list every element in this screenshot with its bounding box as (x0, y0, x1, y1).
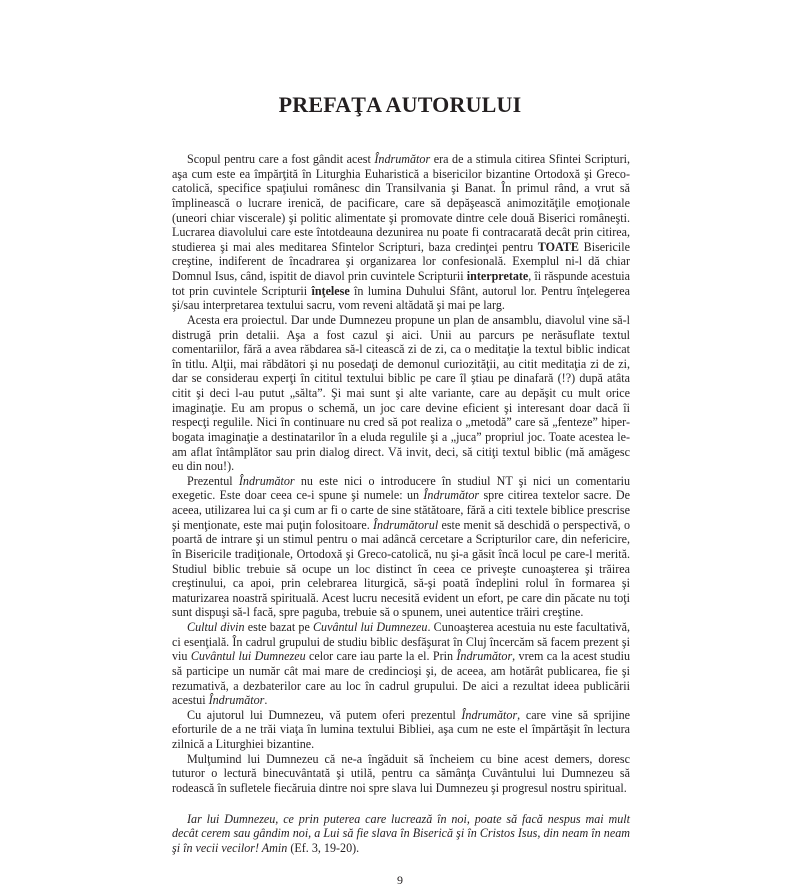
italic-text: Îndrumător (208, 693, 265, 708)
paragraph (172, 474, 630, 620)
paragraph (172, 708, 630, 752)
text-run: Scopul pentru care a fost gândit acest (187, 152, 375, 166)
text-run: Prezentul (187, 473, 239, 488)
page-content (0, 152, 800, 887)
italic-text: Cuvântul lui Dumnezeu (190, 649, 306, 664)
page-title: PREFAŢA AUTORULUI (278, 92, 522, 117)
bold-text: TOATE (537, 239, 579, 254)
italic-text: Îndrumătorul (373, 517, 439, 532)
text-run: , îi răspunde acestuia tot prin cuvintele Scripturii (172, 269, 630, 298)
text-run: (Ef. 3, 19-20). (287, 840, 360, 855)
paragraph (172, 152, 630, 313)
italic-text: Îndrumător (456, 649, 513, 664)
italic-text: Iar lui Dumnezeu, ce prin puterea care lucrează în noi, poate să facă nespus mai mult decât cerem sau gândim noi, a Lui să fie slava în Biserică şi în Cristos Isus, din neam în neam şi în vecii vecilor! Amin (172, 811, 630, 855)
text-run: . (264, 693, 268, 708)
text-run: celor care iau parte la el. Prin (305, 649, 457, 664)
paragraph (172, 620, 630, 708)
page-number: 9 (397, 873, 403, 887)
text-run: nu este nici o introducere în studiul NT şi nici un comentariu exegetic. Este doar ceea ce-i spune şi numele: un (172, 473, 631, 503)
closing-quote-paragraph (172, 812, 630, 856)
italic-text: Cuvântul lui Dumnezeu (312, 620, 428, 634)
italic-text: Îndrumător (238, 473, 295, 488)
italic-text: Îndrumător (461, 707, 518, 722)
italic-text: Cultul divin (187, 620, 245, 634)
text-run: Mulţumind lui Dumnezeu că ne-a îngăduit să încheiem cu bine acest demers, doresc tuturor o lectură binecuvântată şi utilă, pentru ca sămânţa Cuvântului lui Dumnezeu să rodească în sufletele fiecăruia dintre noi spre slava lui Dumnezeu şi progresul nostru spiritual. (172, 751, 630, 795)
text-run: este menit să deschidă o perspectivă, o poartă de intrare şi un stimul pentru o mai adâncă cercetare a Scripturilor care, din nefericire, în Bisericile tradiţionale, Ortodoxă şi Greco-catolică, nu şi-a găsit încă locul pe care-l merită. Studiul biblic trebuie să ocupe un loc distinct în ceea ce priveşte cunoaşterea şi trăirea creştinului, ca apoi, prin celebrarea liturgică, să-şi poată îndeplini rolul în formarea şi maturizarea noastră spirituală. Acest lucru necesită evident un efort, pe care din păcate nu toţi sunt dispuşi să-l facă, spre paguba, trebuie să o spunem, unei autentice trăiri creştine. (172, 517, 631, 620)
paragraph (172, 313, 630, 474)
text-run: , vrem ca la acest studiu să participe un număr cât mai mare de credincioşi şi, de aceea, am hotărât publicarea, fie şi rezumativă, a dezbaterilor care au loc în cadrul grupului. De aici a rezultat ideea publicării acestui (172, 649, 630, 708)
text-run: este bazat pe (244, 620, 313, 634)
bold-text: înţelese (311, 283, 350, 298)
text-run: , care vine să sprijine eforturile de a ne trăi viaţa în lumina textului Bibliei, aşa cum ne este el împărtăşit în lectura zilnică a Liturghiei bizantine. (172, 707, 631, 751)
text-run: Bisericile creştine, indiferent de încadrarea şi organizarea lor confesională. Exemplul ni-l dă chiar Domnul Isus, când, ispitit de diavol prin cuvintele Scripturii (172, 239, 630, 283)
text-run: era de a stimula citirea Sfintei Scripturi, aşa cum este ea împărţită în Liturghia Euharistică a bisericilor bizantine Ortodoxă şi Greco-catolică, specifice spaţiului românesc din Transilvania şi Banat. În primul rând, a vrut să împlinească o lucrare irenică, de pacificare, care să depăşească animozităţile emoţionale (uneori chiar viscerale) şi politic alimentate şi promovate dintre cele două Biserici româneşti. Lucrarea diavolului care este întotdeauna dezunirea nu poate fi contracarată decât prin citirea, studierea şi mai ales meditarea Sfintelor Scripturi, baza credinţei pentru (172, 152, 630, 254)
text-run: . Cunoaşterea acestuia nu este facultativă, ci esenţială. În cadrul grupului de studiu biblic desfăşurat în Cluj încercăm să facem prezent şi viu (172, 620, 630, 664)
preface-body (172, 152, 630, 855)
bold-text: interpretate (466, 269, 529, 283)
paragraph (172, 752, 630, 796)
text-run: Acesta era proiectul. Dar unde Dumnezeu propune un plan de ansamblu, diavolul vine să-l distrugă prin detalii. Aşa a fost cazul şi aici. Unii au parcurs pe nerăsuflate textul comentariilor, fără a avea răbdarea să-l citească zi de zi, ca o meditaţie la textul biblic indicat în titlu. Alţii, mai răbdători şi nu posedaţi de demonul curiozităţii, au citit meditaţia zi de zi, dar se considerau experţi în cititul textului biblic pe care îl ştiau pe dinafară (!?) după atâta citit şi deci l-au putut „sălta”. Şi mai sunt şi alte variante, care au depăşit cu mult orice imaginaţie. Eu am propus o schemă, un joc care devine eficient şi interesant doar dacă îi respecţi regulile. Nici în continuare nu cred să pot realiza o „metodă” care să „fenteze” hiper-bogata imaginaţie a destinatarilor în a eluda regulile şi a „juca” propriul joc. Toate acestea le-am aflat întâmplător sau prin dialog direct. Vă invit, deci, să citiţi textul biblic (mă amăgesc eu din nou!). (172, 312, 630, 474)
text-run: în lumina Duhului Sfânt, autorul lor. Pentru înţelegerea şi/sau interpretarea textului sacru, vom reveni altădată şi mai pe larg. (172, 283, 630, 313)
text-run: spre citirea textelor sacre. De aceea, utilizarea lui ca şi cum ar fi o carte de sine stătătoare, fără a citi textele biblice prescrise şi menţionate, este mai puţin folositoare. (172, 488, 630, 532)
text-run: Cu ajutorul lui Dumnezeu, vă putem oferi prezentul (187, 707, 462, 722)
italic-text: Îndrumător (423, 488, 480, 503)
italic-text: Îndrumător (374, 152, 431, 166)
